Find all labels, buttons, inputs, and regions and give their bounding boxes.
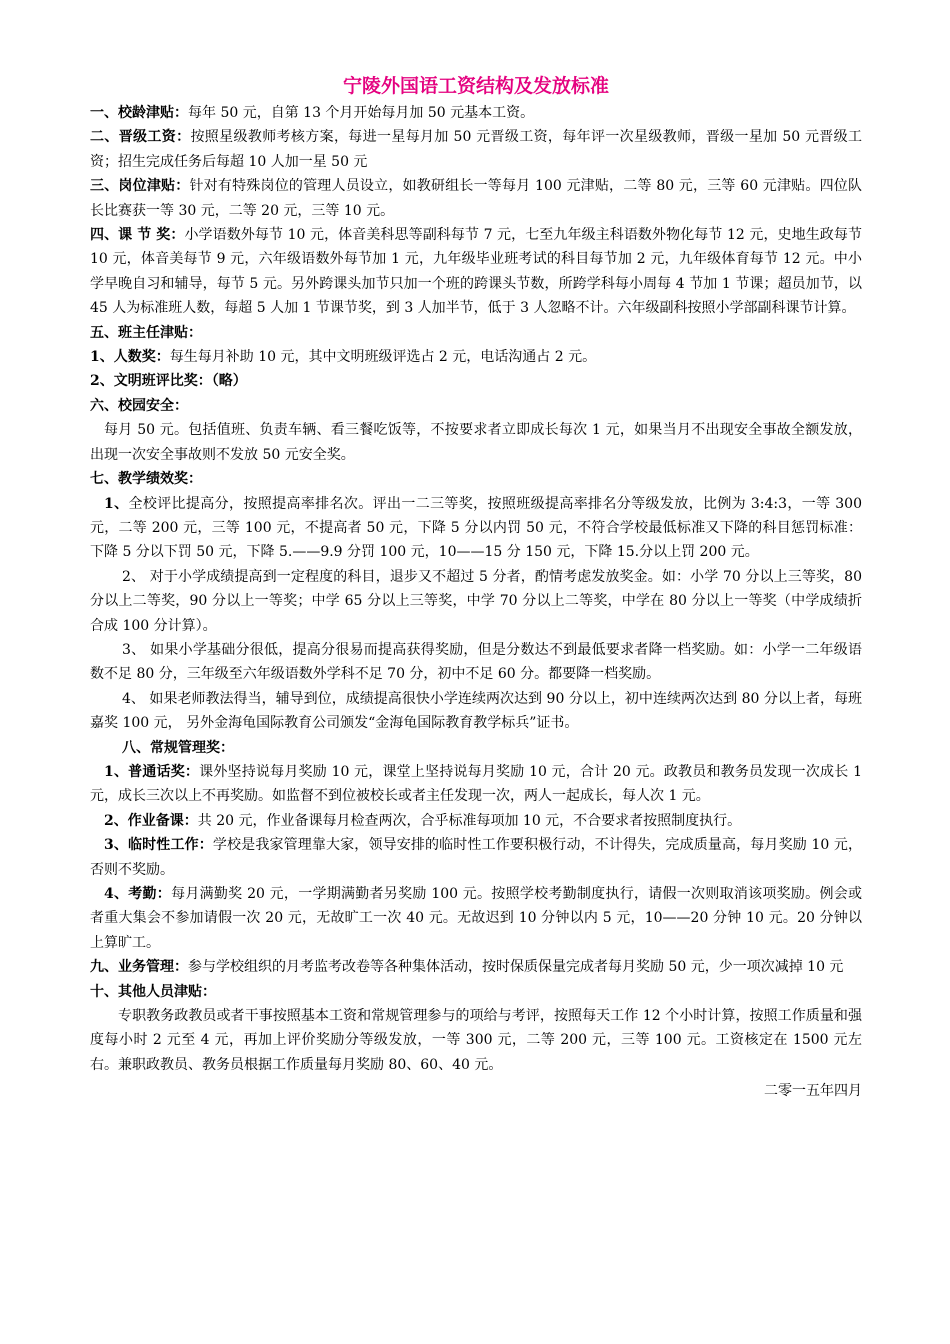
document-title: 宁陵外国语工资结构及发放标准 — [342, 75, 609, 97]
section-7-para-1-number: 1、 — [104, 495, 129, 512]
section-7-para-4: 4、 如果老师教法得当，辅导到位，成绩提高很快小学连续两次达到 90 分以上，初中连续两次达到 80 分以上者，每班嘉奖 100 元， 另外金海龟国际教育公司颁发“金海龟国际教育教学标兵”证书。 — [90, 690, 862, 732]
section-2-heading: 二、晋级工资： — [90, 129, 191, 146]
section-8-item-3-heading: 3、临时性工作： — [104, 837, 213, 854]
section-1-heading: 一、校龄津贴： — [90, 105, 188, 121]
section-5-item-1-text: 每生每月补助 10 元，其中文明班级评选占 2 元，电话沟通占 2 元。 — [169, 349, 597, 366]
section-4 — [90, 223, 862, 321]
section-8-item-2 — [90, 809, 862, 833]
document-page — [90, 72, 862, 1104]
section-6-text: 每月 50 元。包括值班、负责车辆、看三餐吃饭等，不按要求者立即成长每次 1 元，如果当月不出现安全事故全额发放，出现一次安全事故则不发放 50 元安全奖。 — [90, 422, 862, 463]
section-9-text: 参与学校组织的月考监考改卷等各种集体活动，按时保质保量完成者每月奖励 50 元，少一项次减掉 10 元 — [188, 959, 844, 976]
section-7-para-1 — [90, 492, 862, 565]
section-8-item-4 — [90, 882, 862, 955]
section-8-item-4-text: 每月满勤奖 20 元，一学期满勤者另奖励 100 元。按照学校考勤制度执行，请假一次则取消该项奖励。例会或者重大集会不参加请假一次 20 元，无故旷工一次 40 元。无故迟到 10 分钟以内 5 元，10——20 分钟 10 元。20 分钟以上算旷工。 — [90, 886, 862, 951]
section-7-heading: 七、教学绩效奖： — [90, 471, 202, 488]
section-10-heading: 十、其他人员津贴： — [90, 983, 216, 1000]
section-3 — [90, 174, 862, 223]
section-7-para-2: 2、 对于小学成绩提高到一定程度的科目，退步又不超过 5 分者，酌情考虑发放奖金。如：小学 70 分以上三等奖，80 分以上二等奖，90 分以上一等奖；中学 65 分以上三等奖，中学 70 分以上二等奖，中学在 80 分以上一等奖（中学成绩折合成 100 分计算）。 — [90, 568, 862, 634]
section-8-item-2-text: 共 20 元，作业备课每月检查两次，合乎标准每项加 10 元，不合要求者按照制度执行。 — [197, 812, 742, 829]
section-8-item-1 — [90, 760, 862, 809]
section-3-heading: 三、岗位津贴： — [90, 178, 190, 195]
section-2-text: 按照星级教师考核方案，每进一星每月加 50 元晋级工资，每年评一次星级教师，晋级一星加 50 元晋级工资；招生完成任务后每超 10 人加一星 50 元 — [90, 129, 862, 170]
section-5-item-1-heading: 1、人数奖： — [90, 349, 170, 366]
section-8-item-2-heading: 2、作业备课： — [104, 812, 198, 829]
document-date: 二零一五年四月 — [764, 1083, 862, 1100]
section-5-item-1 — [90, 345, 862, 369]
section-5-heading: 五、班主任津贴： — [90, 324, 202, 341]
section-8-item-3 — [90, 833, 862, 882]
section-8-item-4-heading: 4、考勤： — [104, 886, 172, 902]
section-10-text: 专职教务政教员或者干事按照基本工资和常规管理参与的项给与考评，按照每天工作 12 个小时计算，按照工作质量和强度每小时 2 元至 4 元，再加上评价奖励分等级发放，一等 300 元，二等 200 元，三等 100 元。工资核定在 1500 元左右。兼职政教员、教务员根据工作质量每月奖励 80、60、40 元。 — [90, 1008, 862, 1073]
section-4-text: 小学语数外每节 10 元，体音美科思等副科每节 7 元，七至九年级主科语数外物化每节 12 元，史地生政每节 10 元，体音美每节 9 元，六年级语数外每节加 1 元，九年级毕业班考试的科目每节加 2 元，九年级体育每节 12 元。中小学早晚自习和辅导，每节 5 元。另外跨课头加节只加一个班的跨课头节数，所跨学科每小周每 4 节加 1 节课；超员加节，以 45 人为标准班人数，每超 5 人加 1 节课节奖，到 3 人加半节，低于 3 人忽略不计。六年级副科按照小学部副科课节计算。 — [90, 227, 862, 317]
section-8-item-3-text: 学校是我家管理靠大家，领导安排的临时性工作要积极行动，不计得失，完成质量高，每月奖励 10 元，否则不奖励。 — [90, 837, 862, 878]
section-1 — [90, 101, 862, 125]
section-6-heading: 六、校园安全： — [90, 397, 188, 414]
section-9 — [90, 955, 862, 979]
section-3-text: 针对有特殊岗位的管理人员设立，如教研组长一等每月 100 元津贴，二等 80 元，三等 60 元津贴。四位队长比赛获一等 30 元，二等 20 元，三等 10 元。 — [90, 178, 862, 219]
section-8-item-1-text: 课外坚持说每月奖励 10 元，课堂上坚持说每月奖励 10 元，合计 20 元。政教员和教务员发现一次成长 1 元，成长三次以上不再奖励。如监督不到位被校长或者主任发现一次，两人一起成长，每人次 1 元。 — [90, 763, 862, 805]
section-8-heading: 八、常规管理奖： — [122, 739, 234, 756]
section-8-item-1-heading: 1、普通话奖： — [104, 763, 200, 780]
section-7-para-3: 3、 如果小学基础分很低，提高分很易而提高获得奖励，但是分数达不到最低要求者降一档奖励。如：小学一二年级语数不足 80 分，三年级至六年级语数外学科不足 70 分，初中不足 60 分。都要降一档奖励。 — [90, 641, 862, 683]
section-4-heading: 四、课 节 奖： — [90, 227, 185, 244]
section-7-para-1-text: 全校评比提高分，按照提高率排名次。评出一二三等奖，按照班级提高率排名分等级发放，比例为 3:4:3，一等 300 元，二等 200 元，三等 100 元，不提高者 50 元，下降 5 分以内罚 50 元，不符合学校最低标准又下降的科目惩罚标准：下降 5 分以下罚 50 元，下降 5.——9.9 分罚 100 元，10——15 分 150 元，下降 15.分以上罚 200 元。 — [90, 495, 862, 561]
section-5-item-2: 2、文明班评比奖：（略） — [90, 373, 247, 390]
section-9-heading: 九、业务管理： — [90, 959, 188, 976]
section-2 — [90, 125, 862, 174]
section-1-text: 每年 50 元，自第 13 个月开始每月加 50 元基本工资。 — [188, 105, 535, 121]
